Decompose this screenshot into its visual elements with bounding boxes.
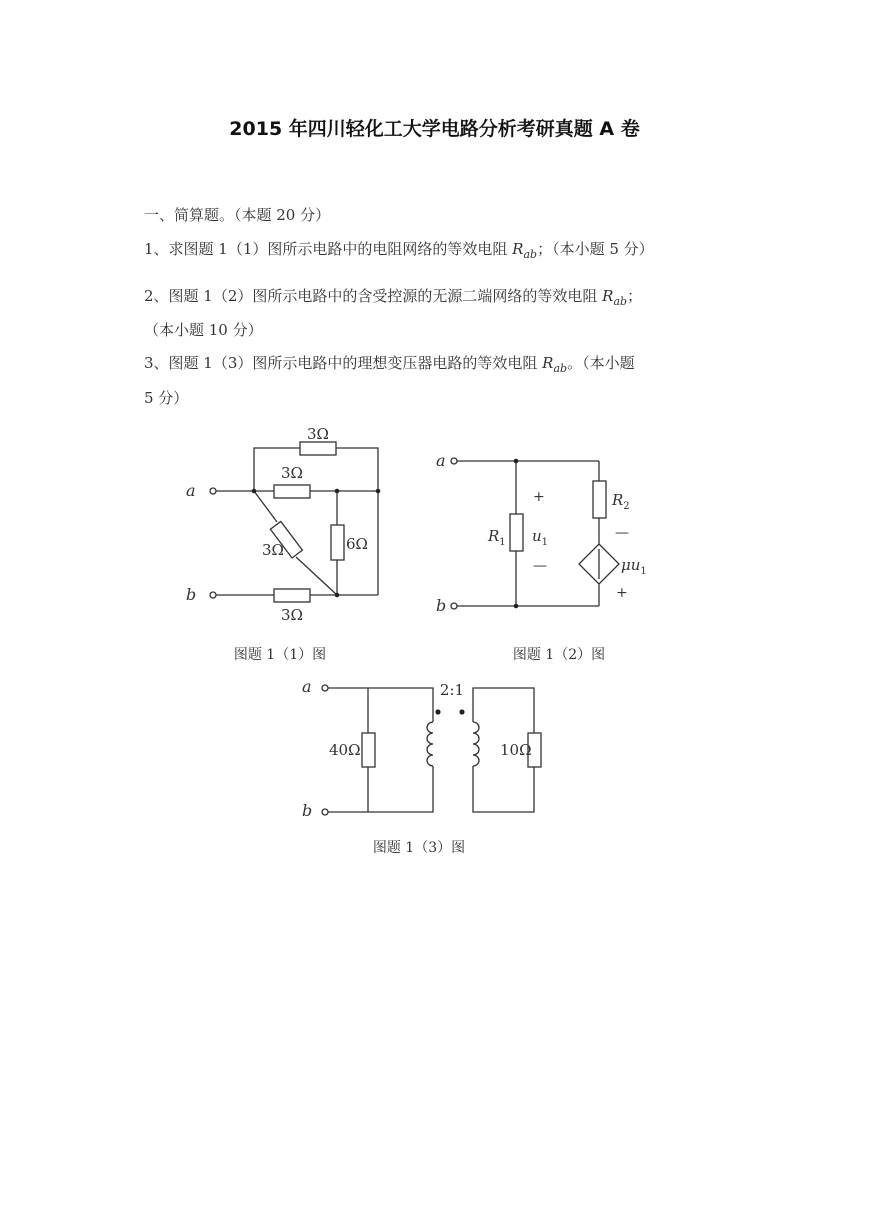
rab-symbol: $R_{ab}$ [512, 240, 538, 261]
question-3-text: 3、图题 1（3）图所示电路中的理想变压器电路的等效电阻 [144, 354, 543, 372]
resistor-vertical [331, 525, 344, 560]
question-2: 2、图题 1（2）图所示电路中的含受控源的无源二端网络的等效电阻 $R_{ab}$； [144, 287, 643, 308]
label-node-a: a [302, 677, 312, 696]
label-r-diagonal: 3Ω [262, 541, 284, 559]
label-r2: $R_2$ [612, 491, 630, 512]
terminal-b [322, 809, 328, 815]
label-r-left: 40Ω [329, 741, 361, 759]
resistor-r2 [593, 481, 606, 518]
dot-marker-icon [459, 709, 464, 714]
label-node-b: b [302, 801, 313, 820]
question-3-points: 5 分） [144, 389, 189, 407]
rab-symbol: $R_{ab}$ [542, 354, 568, 375]
secondary-coil-icon [473, 722, 479, 766]
resistor-bottom [274, 589, 310, 602]
label-r-right: 10Ω [500, 741, 532, 759]
label-node-b: b [186, 585, 197, 604]
resistor-middle [274, 485, 310, 498]
label-u1: $u_1$ [532, 527, 549, 548]
plus-source: + [616, 585, 628, 601]
plus-u1: + [533, 489, 545, 505]
label-r1: $R_1$ [488, 527, 506, 548]
label-source: $\mu u_1$ [621, 556, 647, 577]
label-r-top: 3Ω [307, 425, 329, 443]
label-r-vertical: 6Ω [346, 535, 368, 553]
question-3: 3、图题 1（3）图所示电路中的理想变压器电路的等效电阻 $R_{ab}$。（本小题 [144, 354, 635, 375]
terminal-b [210, 592, 216, 598]
terminal-a [322, 685, 328, 691]
minus-u1: — [533, 558, 547, 574]
label-turns-ratio: 2:1 [439, 681, 465, 699]
terminal-a [210, 488, 216, 494]
label-r-bottom: 3Ω [281, 606, 303, 624]
primary-coil-icon [427, 722, 433, 766]
minus-source: — [615, 525, 629, 541]
label-node-a: a [186, 481, 196, 500]
dot-marker-icon [435, 709, 440, 714]
question-2-points: （本小题 10 分） [144, 321, 263, 339]
caption-figure-3: 图题 1（3）图 [372, 840, 466, 856]
section-heading: 一、简算题。（本题 20 分） [144, 206, 331, 224]
label-node-a: a [436, 451, 446, 470]
question-2-text: 2、图题 1（2）图所示电路中的含受控源的无源二端网络的等效电阻 [144, 287, 603, 305]
resistor-top [300, 442, 336, 455]
question-1-points: ；（本小题 5 分） [537, 240, 654, 258]
document-title: 2015 年四川轻化工大学电路分析考研真题 A 卷 [229, 118, 640, 140]
terminal-b [451, 603, 457, 609]
rab-symbol: $R_{ab}$ [602, 287, 628, 308]
terminal-a [451, 458, 457, 464]
label-node-b: b [436, 596, 447, 615]
label-r-middle: 3Ω [281, 464, 303, 482]
resistor-40 [362, 733, 375, 767]
caption-figure-1: 图题 1（1）图 [233, 647, 327, 663]
resistor-r1 [510, 514, 523, 551]
caption-figure-2: 图题 1（2）图 [512, 647, 606, 663]
question-1-text: 1、求图题 1（1）图所示电路中的电阻网络的等效电阻 [144, 240, 513, 258]
